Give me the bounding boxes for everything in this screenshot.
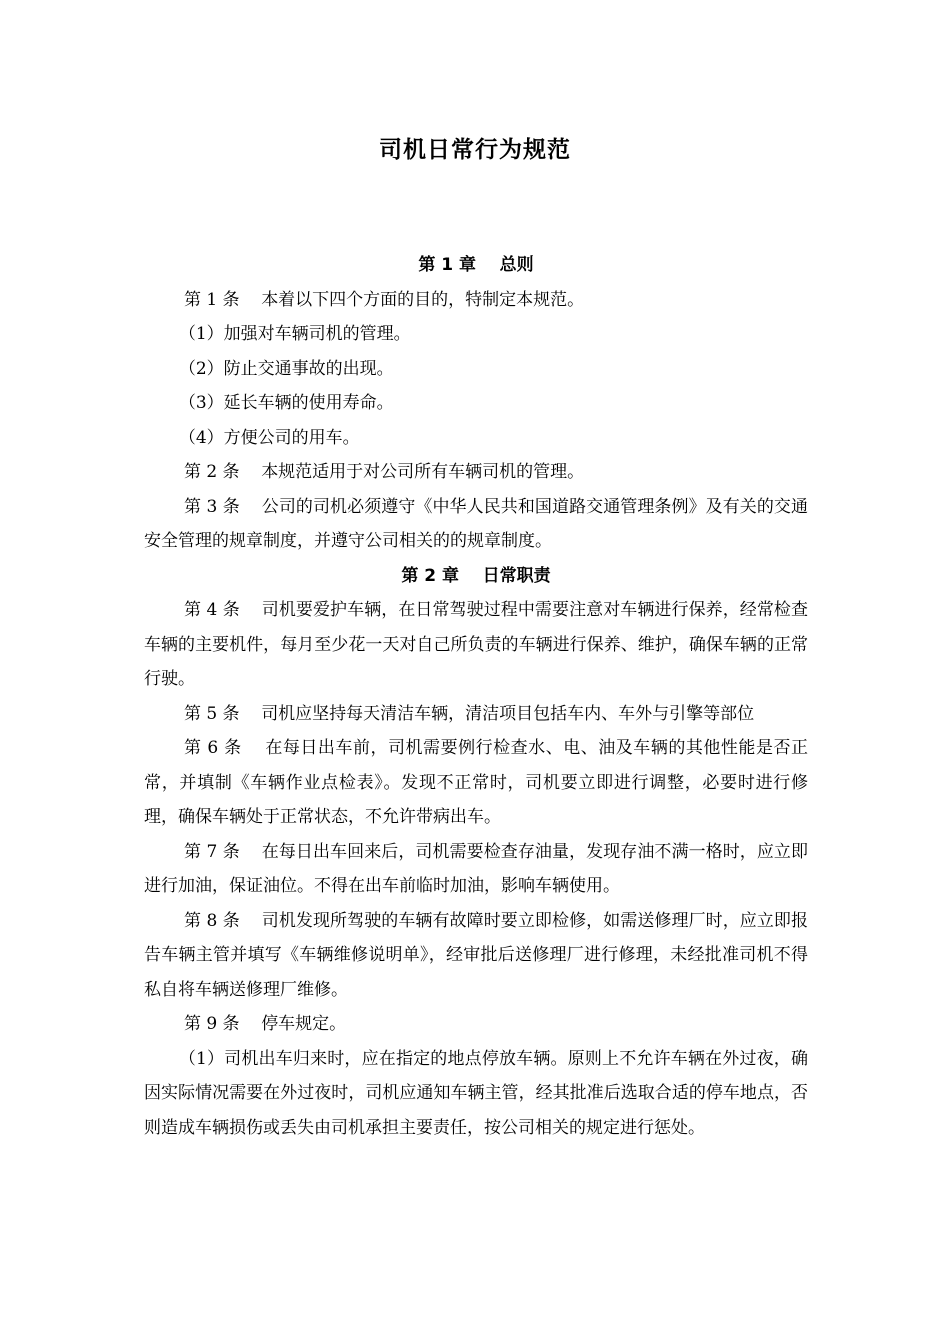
list-item-text: （4）方便公司的用车。: [178, 427, 360, 448]
list-item: [144, 352, 808, 387]
chapter-heading: 第 1 章 总则: [418, 255, 534, 275]
article-paragraph: [144, 731, 808, 835]
list-item-text: （2）防止交通事故的出现。: [178, 358, 394, 379]
list-item: [144, 421, 808, 456]
article-number: 第 7 条: [183, 841, 262, 862]
article-paragraph: [144, 835, 808, 904]
article-text: 在每日出车前，司机需要例行检查水、电、油及车辆的其他性能是否正常，并填制《车辆作业点检表》。发现不正常时，司机要立即进行调整，必要时进行修理，确保车辆处于正常状态，不允许带病出车。: [144, 738, 808, 827]
article-paragraph: [144, 490, 808, 559]
list-item: [144, 1042, 808, 1146]
article-number: 第 9 条: [183, 1014, 262, 1034]
article-text: 司机发现所驾驶的车辆有故障时要立即检修，如需送修理厂时，应立即报告车辆主管并填写《车辆维修说明单》，经审批后送修理厂进行修理，未经批准司机不得私自将车辆送修理厂维修。: [144, 910, 808, 1000]
document-title: 司机日常行为规范: [379, 137, 571, 163]
list-item: [144, 386, 808, 421]
list-item-text: （3）延长车辆的使用寿命。: [178, 393, 394, 413]
document-body: [144, 248, 808, 1145]
article-paragraph: [144, 904, 808, 1008]
article-number: 第 4 条: [183, 600, 262, 620]
article-text: 司机应坚持每天清洁车辆，清洁项目包括车内、车外与引擎等部位: [261, 703, 755, 724]
chapter-heading: 第 2 章 日常职责: [401, 565, 551, 586]
article-number: 第 5 条: [183, 703, 262, 724]
article-paragraph: [144, 1007, 808, 1042]
article-text: 本着以下四个方面的目的，特制定本规范。: [261, 289, 585, 310]
article-paragraph: [144, 283, 808, 318]
article-text: 公司的司机必须遵守《中华人民共和国道路交通管理条例》及有关的交通安全管理的规章制度，并遵守公司相关的的规章制度。: [144, 496, 808, 551]
article-text: 司机要爱护车辆，在日常驾驶过程中需要注意对车辆进行保养，经常检查车辆的主要机件，每月至少花一天对自己所负责的车辆进行保养、维护，确保车辆的正常行驶。: [144, 600, 808, 689]
article-text: 在每日出车回来后，司机需要检查存油量，发现存油不满一格时，应立即进行加油，保证油位。不得在出车前临时加油，影响车辆使用。: [144, 841, 808, 896]
list-item: [144, 317, 808, 352]
article-text: 本规范适用于对公司所有车辆司机的管理。: [261, 462, 585, 482]
article-number: 第 1 条: [183, 289, 262, 310]
article-number: 第 2 条: [183, 462, 262, 482]
article-number: 第 8 条: [183, 910, 262, 931]
article-paragraph: [144, 455, 808, 490]
article-number: 第 6 条: [183, 738, 266, 758]
list-item-text: （1）加强对车辆司机的管理。: [178, 324, 411, 344]
list-item-text: （1）司机出车归来时，应在指定的地点停放车辆。原则上不允许车辆在外过夜，确因实际情况需要在外过夜时，司机应通知车辆主管，经其批准后选取合适的停车地点，否则造成车辆损伤或丢失由司机承担主要责任，按公司相关的规定进行惩处。: [144, 1048, 808, 1138]
article-text: 停车规定。: [261, 1014, 347, 1034]
article-number: 第 3 条: [183, 496, 262, 517]
article-paragraph: [144, 697, 808, 732]
article-paragraph: [144, 593, 808, 697]
